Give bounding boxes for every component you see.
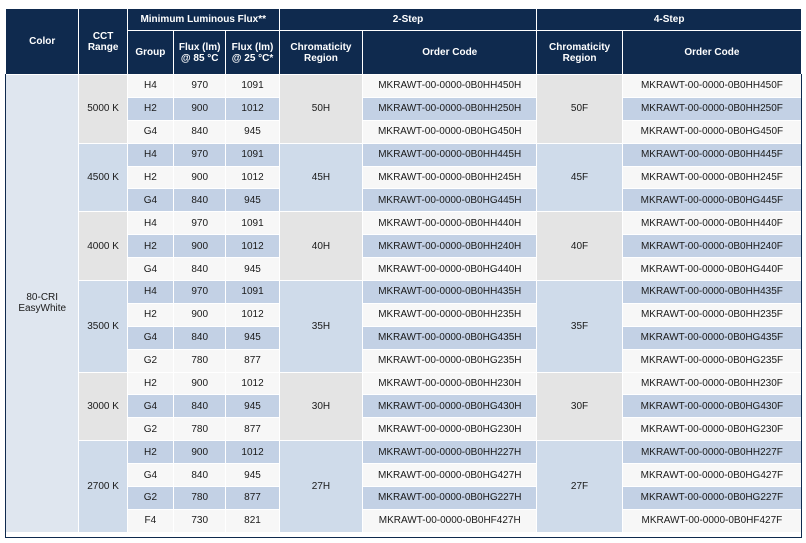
order-code-4-step: MKRAWT-00-0000-0B0HG430F xyxy=(622,395,801,418)
flux-25-cell: 1091 xyxy=(226,143,279,166)
flux-85-cell: 900 xyxy=(174,441,226,464)
group-cell: G4 xyxy=(127,120,173,143)
group-cell: G4 xyxy=(127,464,173,487)
flux-85-cell: 900 xyxy=(174,97,226,120)
flux-85-cell: 970 xyxy=(174,212,226,235)
order-code-2-step: MKRAWT-00-0000-0B0HG430H xyxy=(363,395,537,418)
table-row xyxy=(6,372,802,395)
order-code-2-step: MKRAWT-00-0000-0B0HH235H xyxy=(363,303,537,326)
flux-25-cell: 1091 xyxy=(226,212,279,235)
flux-25-cell: 1012 xyxy=(226,372,279,395)
chromaticity-region-2-step: 40H xyxy=(279,212,363,281)
header-order-code-4: Order Code xyxy=(622,31,801,75)
order-code-2-step: MKRAWT-00-0000-0B0HG227H xyxy=(363,487,537,510)
order-code-2-step: MKRAWT-00-0000-0B0HG235H xyxy=(363,349,537,372)
table-row xyxy=(6,75,802,98)
order-code-4-step: MKRAWT-00-0000-0B0HH227F xyxy=(622,441,801,464)
group-cell: G2 xyxy=(127,349,173,372)
header-cct-range: CCT Range xyxy=(79,9,127,75)
table-body xyxy=(6,75,802,533)
group-cell: G4 xyxy=(127,395,173,418)
flux-25-cell: 945 xyxy=(226,189,279,212)
flux-85-cell: 840 xyxy=(174,120,226,143)
order-code-2-step: MKRAWT-00-0000-0B0HH445H xyxy=(363,143,537,166)
order-code-2-step: MKRAWT-00-0000-0B0HG450H xyxy=(363,120,537,143)
order-code-2-step: MKRAWT-00-0000-0B0HH250H xyxy=(363,97,537,120)
order-code-4-step: MKRAWT-00-0000-0B0HG445F xyxy=(622,189,801,212)
header-group: Group xyxy=(127,31,173,75)
order-code-2-step: MKRAWT-00-0000-0B0HF427H xyxy=(363,509,537,532)
flux-85-cell: 900 xyxy=(174,303,226,326)
flux-85-cell: 900 xyxy=(174,372,226,395)
group-cell: F4 xyxy=(127,509,173,532)
flux-85-cell: 840 xyxy=(174,258,226,281)
order-code-4-step: MKRAWT-00-0000-0B0HH445F xyxy=(622,143,801,166)
flux-25-cell: 945 xyxy=(226,464,279,487)
order-code-4-step: MKRAWT-00-0000-0B0HH240F xyxy=(622,235,801,258)
table-row xyxy=(6,212,802,235)
color-cell: 80-CRI EasyWhite xyxy=(6,75,79,533)
flux-85-cell: 900 xyxy=(174,166,226,189)
header-flux-85: Flux (lm) @ 85 °C xyxy=(174,31,226,75)
order-code-4-step: MKRAWT-00-0000-0B0HF427F xyxy=(622,509,801,532)
chromaticity-region-4-step: 50F xyxy=(537,75,623,144)
flux-25-cell: 821 xyxy=(226,509,279,532)
flux-85-cell: 840 xyxy=(174,395,226,418)
flux-25-cell: 945 xyxy=(226,395,279,418)
flux-25-cell: 877 xyxy=(226,487,279,510)
flux-25-cell: 1012 xyxy=(226,166,279,189)
header-order-code-2: Order Code xyxy=(363,31,537,75)
order-code-4-step: MKRAWT-00-0000-0B0HH230F xyxy=(622,372,801,395)
group-cell: H2 xyxy=(127,235,173,258)
header-min-flux: Minimum Luminous Flux** xyxy=(127,9,279,31)
group-cell: H2 xyxy=(127,166,173,189)
cct-range-cell: 3000 K xyxy=(79,372,127,441)
flux-85-cell: 840 xyxy=(174,326,226,349)
order-code-4-step: MKRAWT-00-0000-0B0HG427F xyxy=(622,464,801,487)
table-left-border xyxy=(5,74,6,537)
header-color: Color xyxy=(6,9,79,75)
flux-85-cell: 780 xyxy=(174,487,226,510)
flux-25-cell: 1012 xyxy=(226,303,279,326)
order-code-4-step: MKRAWT-00-0000-0B0HH250F xyxy=(622,97,801,120)
chromaticity-region-4-step: 35F xyxy=(537,281,623,373)
header-chromaticity-4: Chromaticity Region xyxy=(537,31,623,75)
order-code-4-step: MKRAWT-00-0000-0B0HH435F xyxy=(622,281,801,304)
flux-25-cell: 1012 xyxy=(226,235,279,258)
order-code-2-step: MKRAWT-00-0000-0B0HG440H xyxy=(363,258,537,281)
chromaticity-region-4-step: 27F xyxy=(537,441,623,533)
order-code-4-step: MKRAWT-00-0000-0B0HG435F xyxy=(622,326,801,349)
chromaticity-region-4-step: 30F xyxy=(537,372,623,441)
group-cell: H4 xyxy=(127,281,173,304)
header-2-step: 2-Step xyxy=(279,9,537,31)
group-cell: G4 xyxy=(127,189,173,212)
chromaticity-region-2-step: 35H xyxy=(279,281,363,373)
header-chromaticity-2: Chromaticity Region xyxy=(279,31,363,75)
order-code-2-step: MKRAWT-00-0000-0B0HH230H xyxy=(363,372,537,395)
group-cell: H2 xyxy=(127,303,173,326)
flux-85-cell: 900 xyxy=(174,235,226,258)
table-row xyxy=(6,143,802,166)
order-code-2-step: MKRAWT-00-0000-0B0HH227H xyxy=(363,441,537,464)
table-row xyxy=(6,441,802,464)
chromaticity-region-2-step: 50H xyxy=(279,75,363,144)
cct-range-cell: 2700 K xyxy=(79,441,127,533)
order-code-4-step: MKRAWT-00-0000-0B0HH245F xyxy=(622,166,801,189)
flux-25-cell: 1012 xyxy=(226,441,279,464)
cct-range-cell: 3500 K xyxy=(79,281,127,373)
chromaticity-region-4-step: 40F xyxy=(537,212,623,281)
table-right-border xyxy=(801,74,802,537)
header-4-step: 4-Step xyxy=(537,9,802,31)
table-row xyxy=(6,281,802,304)
flux-25-cell: 945 xyxy=(226,258,279,281)
group-cell: H2 xyxy=(127,441,173,464)
chromaticity-region-2-step: 45H xyxy=(279,143,363,212)
order-code-4-step: MKRAWT-00-0000-0B0HG227F xyxy=(622,487,801,510)
order-code-4-step: MKRAWT-00-0000-0B0HG450F xyxy=(622,120,801,143)
order-code-2-step: MKRAWT-00-0000-0B0HG445H xyxy=(363,189,537,212)
chromaticity-region-2-step: 27H xyxy=(279,441,363,533)
order-code-2-step: MKRAWT-00-0000-0B0HG230H xyxy=(363,418,537,441)
group-cell: H4 xyxy=(127,143,173,166)
order-code-2-step: MKRAWT-00-0000-0B0HH435H xyxy=(363,281,537,304)
flux-85-cell: 780 xyxy=(174,349,226,372)
order-code-2-step: MKRAWT-00-0000-0B0HH450H xyxy=(363,75,537,98)
order-code-table xyxy=(5,8,802,533)
flux-25-cell: 1091 xyxy=(226,75,279,98)
order-code-2-step: MKRAWT-00-0000-0B0HH245H xyxy=(363,166,537,189)
flux-25-cell: 945 xyxy=(226,120,279,143)
flux-85-cell: 840 xyxy=(174,464,226,487)
flux-25-cell: 877 xyxy=(226,418,279,441)
order-code-2-step: MKRAWT-00-0000-0B0HG427H xyxy=(363,464,537,487)
flux-25-cell: 1012 xyxy=(226,97,279,120)
order-code-4-step: MKRAWT-00-0000-0B0HG230F xyxy=(622,418,801,441)
order-code-4-step: MKRAWT-00-0000-0B0HH235F xyxy=(622,303,801,326)
header-flux-25: Flux (lm) @ 25 °C* xyxy=(226,31,279,75)
chromaticity-region-4-step: 45F xyxy=(537,143,623,212)
group-cell: H4 xyxy=(127,212,173,235)
cct-range-cell: 4500 K xyxy=(79,143,127,212)
flux-85-cell: 730 xyxy=(174,509,226,532)
flux-25-cell: 1091 xyxy=(226,281,279,304)
flux-85-cell: 840 xyxy=(174,189,226,212)
group-cell: G4 xyxy=(127,326,173,349)
flux-85-cell: 970 xyxy=(174,75,226,98)
order-code-2-step: MKRAWT-00-0000-0B0HH240H xyxy=(363,235,537,258)
flux-25-cell: 945 xyxy=(226,326,279,349)
order-code-4-step: MKRAWT-00-0000-0B0HH440F xyxy=(622,212,801,235)
group-cell: G2 xyxy=(127,418,173,441)
order-code-4-step: MKRAWT-00-0000-0B0HG235F xyxy=(622,349,801,372)
flux-85-cell: 970 xyxy=(174,281,226,304)
group-cell: H2 xyxy=(127,372,173,395)
order-code-4-step: MKRAWT-00-0000-0B0HG440F xyxy=(622,258,801,281)
cct-range-cell: 5000 K xyxy=(79,75,127,144)
chromaticity-region-2-step: 30H xyxy=(279,372,363,441)
flux-85-cell: 970 xyxy=(174,143,226,166)
group-cell: G4 xyxy=(127,258,173,281)
order-code-4-step: MKRAWT-00-0000-0B0HH450F xyxy=(622,75,801,98)
flux-85-cell: 780 xyxy=(174,418,226,441)
order-code-2-step: MKRAWT-00-0000-0B0HG435H xyxy=(363,326,537,349)
order-code-2-step: MKRAWT-00-0000-0B0HH440H xyxy=(363,212,537,235)
group-cell: H4 xyxy=(127,75,173,98)
group-cell: H2 xyxy=(127,97,173,120)
cct-range-cell: 4000 K xyxy=(79,212,127,281)
group-cell: G2 xyxy=(127,487,173,510)
flux-25-cell: 877 xyxy=(226,349,279,372)
